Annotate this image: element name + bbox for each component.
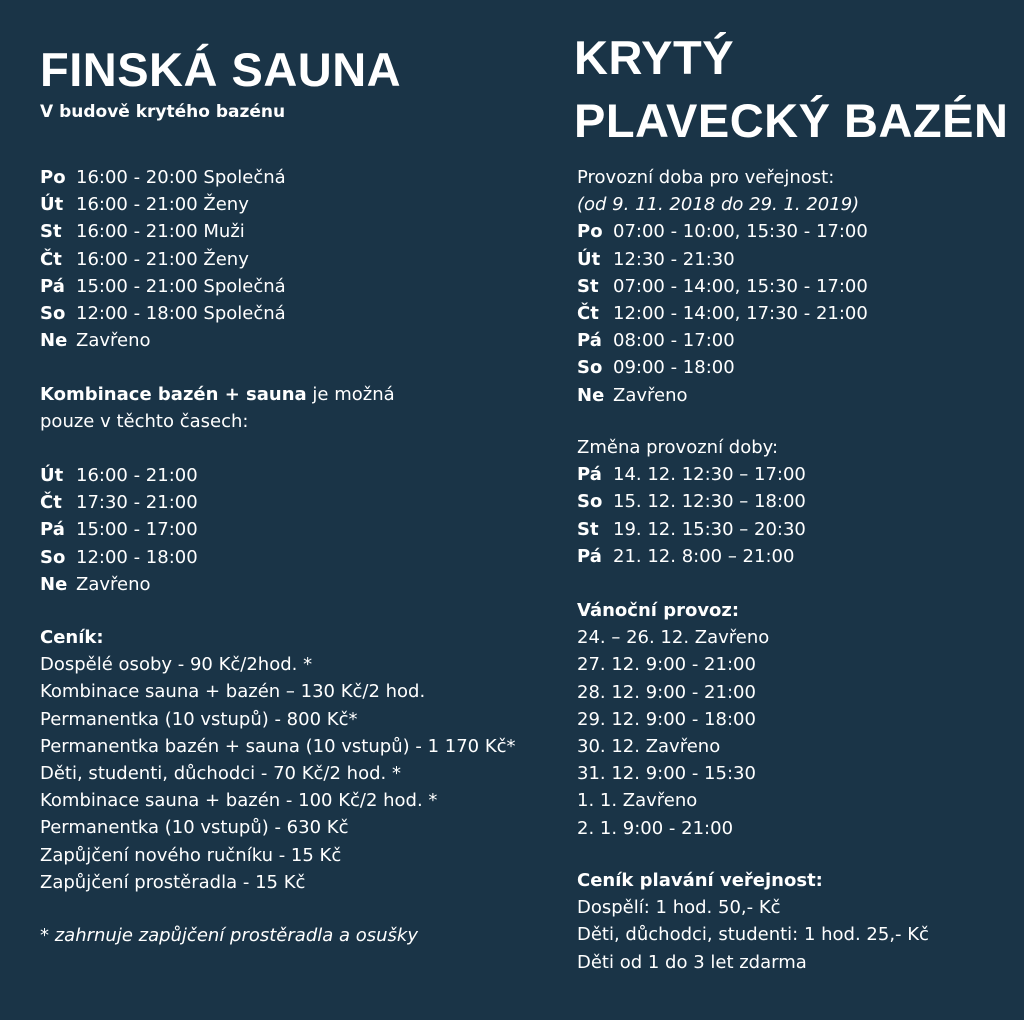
xmas-item: 28. 12. 9:00 - 21:00 xyxy=(577,681,756,703)
hours-text: Zavřeno xyxy=(613,384,688,406)
combo-heading xyxy=(40,381,395,435)
hours-text: 12:30 - 21:30 xyxy=(613,248,735,270)
day-label: Čt xyxy=(40,492,62,514)
day-label: So xyxy=(40,546,66,568)
pool-price-heading: Ceník plavání veřejnost: xyxy=(577,870,823,891)
day-label: St xyxy=(40,221,62,243)
pool-changes xyxy=(577,434,806,570)
hours-text: Zavřeno xyxy=(76,330,151,352)
hours-text: 07:00 - 14:00, 15:30 - 17:00 xyxy=(613,275,868,297)
sauna-hours-row xyxy=(40,300,286,327)
price-item: Kombinace sauna + bazén - 100 Kč/2 hod. * xyxy=(40,790,438,812)
pool-title-line1: KRYTÝ xyxy=(574,31,735,84)
pool-public-hours xyxy=(577,164,868,409)
combo-hours xyxy=(40,462,198,598)
day-label: Pá xyxy=(577,545,602,567)
price-item: Permanentka (10 vstupů) - 630 Kč xyxy=(40,817,349,839)
sauna-price-heading: Ceník: xyxy=(40,627,104,648)
sauna-hours xyxy=(40,164,286,354)
change-text: 15. 12. 12:30 – 18:00 xyxy=(613,491,806,513)
pool-hours-row xyxy=(577,218,868,245)
pool-hours-row xyxy=(577,273,868,300)
pool-public-heading: Provozní doba pro veřejnost: xyxy=(577,167,835,188)
sauna-hours-row xyxy=(40,164,286,191)
xmas-item: 31. 12. 9:00 - 15:30 xyxy=(577,763,756,785)
day-label: Út xyxy=(40,194,64,216)
pool-xmas xyxy=(577,597,769,842)
sauna-footnote-block xyxy=(40,922,418,949)
day-label: Út xyxy=(40,465,64,486)
price-item: Zapůjčení prostěradla - 15 Kč xyxy=(40,871,306,893)
hours-text: Zavřeno xyxy=(76,573,151,595)
sauna-hours-row xyxy=(40,327,286,354)
hours-text: 12:00 - 14:00, 17:30 - 21:00 xyxy=(613,302,868,324)
day-label: St xyxy=(577,518,599,540)
xmas-item: 30. 12. Zavřeno xyxy=(577,735,721,757)
change-text: 19. 12. 15:30 – 20:30 xyxy=(613,518,806,540)
combo-hours-row xyxy=(40,489,198,516)
hours-text: 15:00 - 21:00 Společná xyxy=(76,275,286,297)
hours-text: 16:00 - 21:00 Muži xyxy=(76,221,245,243)
xmas-item: 2. 1. 9:00 - 21:00 xyxy=(577,817,734,839)
combo-heading-bold: Kombinace bazén + sauna xyxy=(40,384,307,405)
pool-xmas-heading: Vánoční provoz: xyxy=(577,600,740,621)
pool-price-item: Dospělí: 1 hod. 50,- Kč xyxy=(577,897,781,919)
hours-text: 09:00 - 18:00 xyxy=(613,357,735,379)
hours-text: 07:00 - 10:00, 15:30 - 17:00 xyxy=(613,221,868,243)
pool-change-row xyxy=(577,543,806,570)
pool-change-row xyxy=(577,461,806,488)
xmas-item: 24. – 26. 12. Zavřeno xyxy=(577,627,770,649)
price-item: Permanentka (10 vstupů) - 800 Kč* xyxy=(40,708,358,730)
pool-title-line2: PLAVECKÝ BAZÉN xyxy=(574,94,1009,147)
sauna-hours-row xyxy=(40,246,286,273)
day-label: Ne xyxy=(40,573,68,595)
xmas-item: 29. 12. 9:00 - 18:00 xyxy=(577,708,756,730)
sauna-hours-row xyxy=(40,273,286,300)
sauna-hours-row xyxy=(40,191,286,218)
pool-hours-row xyxy=(577,300,868,327)
day-label: Ne xyxy=(577,384,605,406)
sauna-footnote: * zahrnuje zapůjčení prostěradla a osušky xyxy=(40,925,418,946)
pool-change-heading: Změna provozní doby: xyxy=(577,437,779,458)
day-label: Pá xyxy=(577,464,602,486)
combo-hours-row xyxy=(40,516,198,543)
price-item: Děti, studenti, důchodci - 70 Kč/2 hod. * xyxy=(40,762,401,784)
pool-hours-row xyxy=(577,246,868,273)
sauna-subtitle: V budově krytého bazénu xyxy=(40,102,286,122)
hours-text: 16:00 - 21:00 xyxy=(76,465,198,486)
day-label: Út xyxy=(577,248,601,270)
pool-hours-row xyxy=(577,382,868,409)
day-label: Čt xyxy=(577,302,599,324)
price-item: Dospělé osoby - 90 Kč/2hod. * xyxy=(40,654,313,676)
price-item: Permanentka bazén + sauna (10 vstupů) - 1 170 Kč* xyxy=(40,735,516,757)
combo-heading-line1 xyxy=(40,381,395,408)
sauna-hours-row xyxy=(40,218,286,245)
day-label: St xyxy=(577,275,599,297)
hours-text: 12:00 - 18:00 Společná xyxy=(76,302,286,324)
day-label: Po xyxy=(577,221,603,243)
price-item: Zapůjčení nového ručníku - 15 Kč xyxy=(40,844,342,866)
hours-text: 12:00 - 18:00 xyxy=(76,546,198,568)
day-label: So xyxy=(577,357,603,379)
day-label: Pá xyxy=(40,275,65,297)
hours-text: 08:00 - 17:00 xyxy=(613,330,735,352)
hours-text: 16:00 - 21:00 Ženy xyxy=(76,248,249,270)
pool-hours-row xyxy=(577,327,868,354)
pool-price-item: Děti, důchodci, studenti: 1 hod. 25,- Kč xyxy=(577,924,929,946)
day-label: Pá xyxy=(40,519,65,541)
change-text: 21. 12. 8:00 – 21:00 xyxy=(613,545,795,567)
pool-change-row xyxy=(577,516,806,543)
combo-heading-line2: pouze v těchto časech: xyxy=(40,411,249,433)
combo-hours-row xyxy=(40,544,198,571)
change-text: 14. 12. 12:30 – 17:00 xyxy=(613,464,806,486)
combo-hours-row xyxy=(40,571,198,598)
day-label: So xyxy=(40,302,66,324)
sauna-title: FINSKÁ SAUNA xyxy=(40,43,402,96)
day-label: So xyxy=(577,491,603,513)
sauna-prices xyxy=(40,624,516,896)
pool-public-period: (od 9. 11. 2018 do 29. 1. 2019) xyxy=(577,194,860,216)
price-item: Kombinace sauna + bazén – 130 Kč/2 hod. xyxy=(40,681,426,703)
xmas-item: 27. 12. 9:00 - 21:00 xyxy=(577,654,756,676)
day-label: Čt xyxy=(40,248,62,270)
pool-change-row xyxy=(577,488,806,515)
pool-price-item: Děti od 1 do 3 let zdarma xyxy=(577,951,807,973)
combo-hours-row xyxy=(40,462,198,489)
day-label: Ne xyxy=(40,330,68,352)
day-label: Po xyxy=(40,167,66,188)
hours-text: 17:30 - 21:00 xyxy=(76,492,198,514)
day-label: Pá xyxy=(577,330,602,352)
hours-text: 16:00 - 20:00 Společná xyxy=(76,167,286,188)
pool-prices xyxy=(577,867,929,976)
hours-text: 15:00 - 17:00 xyxy=(76,519,198,541)
xmas-item: 1. 1. Zavřeno xyxy=(577,790,698,812)
combo-heading-rest: je možná xyxy=(306,384,395,405)
hours-text: 16:00 - 21:00 Ženy xyxy=(76,194,249,216)
pool-hours-row xyxy=(577,354,868,381)
